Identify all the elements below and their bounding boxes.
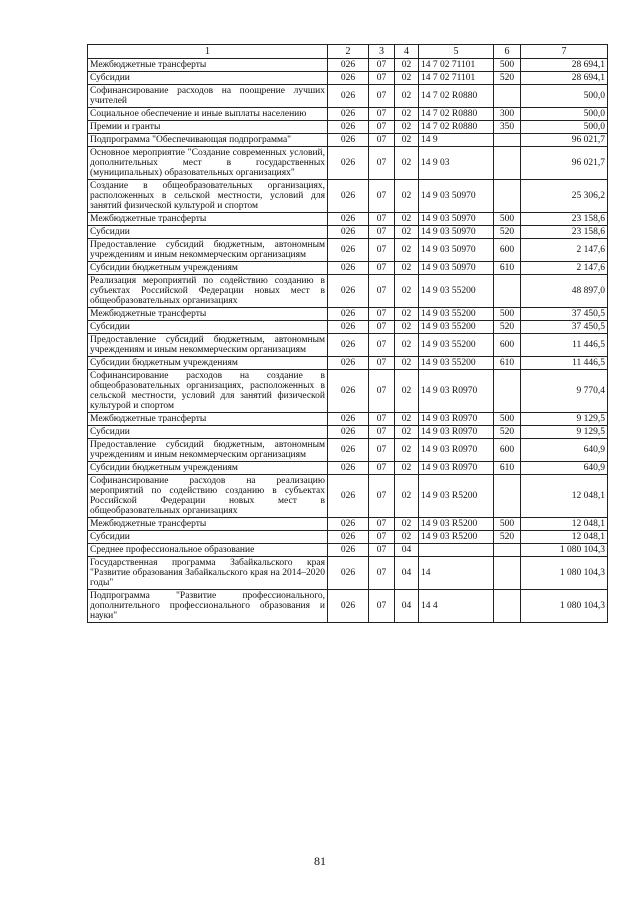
section-cell: 07 [369, 426, 395, 439]
subsection-cell: 02 [395, 426, 419, 439]
subsection-cell: 02 [395, 475, 419, 518]
header-cell: 2 [328, 45, 369, 59]
subsection-cell: 02 [395, 321, 419, 334]
target-article-cell: 14 9 03 50970 [419, 180, 494, 213]
expense-type-cell: 500 [494, 413, 521, 426]
budget-table [87, 44, 608, 623]
target-article-cell: 14 7 02 71101 [419, 72, 494, 85]
table-row [88, 439, 608, 462]
expense-type-cell: 500 [494, 213, 521, 226]
row-label-cell: Субсидии [88, 72, 328, 85]
amount-cell: 12 048,1 [521, 531, 608, 544]
subsection-cell: 02 [395, 239, 419, 262]
admin-code-cell: 026 [328, 308, 369, 321]
table-row [88, 239, 608, 262]
target-article-cell: 14 9 03 R0970 [419, 439, 494, 462]
admin-code-cell: 026 [328, 426, 369, 439]
admin-code-cell: 026 [328, 475, 369, 518]
row-label-cell: Среднее профессиональное образование [88, 544, 328, 557]
table-row [88, 72, 608, 85]
section-cell: 07 [369, 59, 395, 72]
admin-code-cell: 026 [328, 226, 369, 239]
row-label-cell: Субсидии бюджетным учреждениям [88, 262, 328, 275]
row-label-cell: Создание в общеобразовательных организациях, расположенных в сельской местности, условий для занятий физической культурой и спортом [88, 180, 328, 213]
section-cell: 07 [369, 321, 395, 334]
section-cell: 07 [369, 134, 395, 147]
section-cell: 07 [369, 370, 395, 413]
amount-cell: 48 897,0 [521, 275, 608, 308]
subsection-cell: 02 [395, 370, 419, 413]
expense-type-cell: 600 [494, 239, 521, 262]
amount-cell: 25 306,2 [521, 180, 608, 213]
admin-code-cell: 026 [328, 239, 369, 262]
row-label-cell: Софинансирование расходов на реализацию мероприятий по содействию созданию в субъектах Российской Федерации новых мест в общеобразовательных организациях [88, 475, 328, 518]
table-row [88, 213, 608, 226]
expense-type-cell: 610 [494, 262, 521, 275]
header-cell: 5 [419, 45, 494, 59]
row-label-cell: Основное мероприятие "Создание современных условий, дополнительных мест в государственных (муниципальных) образовательных организациях" [88, 147, 328, 180]
section-cell: 07 [369, 413, 395, 426]
expense-type-cell: 520 [494, 72, 521, 85]
subsection-cell: 02 [395, 108, 419, 121]
row-label-cell: Реализация мероприятий по содействию созданию в субъектах Российской Федерации новых мест в общеобразовательных организациях [88, 275, 328, 308]
row-label-cell: Софинансирование расходов на поощрение лучших учителей [88, 85, 328, 108]
subsection-cell: 02 [395, 462, 419, 475]
section-cell: 07 [369, 72, 395, 85]
row-label-cell: Межбюджетные трансферты [88, 308, 328, 321]
subsection-cell: 02 [395, 531, 419, 544]
admin-code-cell: 026 [328, 121, 369, 134]
table-row [88, 531, 608, 544]
table-row [88, 475, 608, 518]
target-article-cell: 14 9 03 R5200 [419, 475, 494, 518]
target-article-cell: 14 4 [419, 590, 494, 623]
admin-code-cell: 026 [328, 180, 369, 213]
expense-type-cell: 520 [494, 321, 521, 334]
expense-type-cell [494, 180, 521, 213]
row-label-cell: Межбюджетные трансферты [88, 213, 328, 226]
expense-type-cell [494, 590, 521, 623]
amount-cell: 28 694,1 [521, 72, 608, 85]
amount-cell: 1 080 104,3 [521, 557, 608, 590]
expense-type-cell: 500 [494, 59, 521, 72]
subsection-cell: 04 [395, 590, 419, 623]
row-label-cell: Премии и гранты [88, 121, 328, 134]
admin-code-cell: 026 [328, 275, 369, 308]
subsection-cell: 02 [395, 439, 419, 462]
admin-code-cell: 026 [328, 439, 369, 462]
target-article-cell: 14 9 03 R0970 [419, 370, 494, 413]
expense-type-cell: 610 [494, 357, 521, 370]
subsection-cell: 02 [395, 134, 419, 147]
table-row [88, 108, 608, 121]
target-article-cell: 14 9 03 50970 [419, 226, 494, 239]
row-label-cell: Подпрограмма "Обеспечивающая подпрограмма" [88, 134, 328, 147]
target-article-cell [419, 544, 494, 557]
amount-cell: 2 147,6 [521, 239, 608, 262]
amount-cell: 96 021,7 [521, 134, 608, 147]
expense-type-cell: 500 [494, 518, 521, 531]
target-article-cell: 14 [419, 557, 494, 590]
section-cell: 07 [369, 544, 395, 557]
table-row [88, 590, 608, 623]
subsection-cell: 02 [395, 147, 419, 180]
admin-code-cell: 026 [328, 72, 369, 85]
section-cell: 07 [369, 147, 395, 180]
header-cell: 7 [521, 45, 608, 59]
admin-code-cell: 026 [328, 59, 369, 72]
table-header-row [88, 45, 608, 59]
row-label-cell: Государственная программа Забайкальского края "Развитие образования Забайкальского края на 2014–2020 годы" [88, 557, 328, 590]
header-cell: 1 [88, 45, 328, 59]
table-row [88, 121, 608, 134]
expense-type-cell: 300 [494, 108, 521, 121]
amount-cell: 9 770,4 [521, 370, 608, 413]
target-article-cell: 14 9 03 R0970 [419, 462, 494, 475]
amount-cell: 500,0 [521, 121, 608, 134]
amount-cell: 11 446,5 [521, 334, 608, 357]
table-row [88, 518, 608, 531]
header-cell: 6 [494, 45, 521, 59]
target-article-cell: 14 9 03 55200 [419, 334, 494, 357]
amount-cell: 9 129,5 [521, 426, 608, 439]
subsection-cell: 02 [395, 59, 419, 72]
target-article-cell: 14 9 03 55200 [419, 308, 494, 321]
admin-code-cell: 026 [328, 590, 369, 623]
admin-code-cell: 026 [328, 85, 369, 108]
row-label-cell: Межбюджетные трансферты [88, 413, 328, 426]
section-cell: 07 [369, 590, 395, 623]
table-row [88, 557, 608, 590]
target-article-cell: 14 9 03 50970 [419, 239, 494, 262]
table-row [88, 334, 608, 357]
section-cell: 07 [369, 262, 395, 275]
admin-code-cell: 026 [328, 147, 369, 180]
row-label-cell: Межбюджетные трансферты [88, 59, 328, 72]
expense-type-cell: 520 [494, 426, 521, 439]
row-label-cell: Субсидии [88, 531, 328, 544]
admin-code-cell: 026 [328, 462, 369, 475]
table-row [88, 275, 608, 308]
section-cell: 07 [369, 275, 395, 308]
target-article-cell: 14 9 03 R5200 [419, 518, 494, 531]
table-row [88, 134, 608, 147]
target-article-cell: 14 9 03 R0970 [419, 426, 494, 439]
expense-type-cell: 520 [494, 226, 521, 239]
amount-cell: 12 048,1 [521, 518, 608, 531]
table-row [88, 426, 608, 439]
table-row [88, 226, 608, 239]
amount-cell: 11 446,5 [521, 357, 608, 370]
table-row [88, 59, 608, 72]
subsection-cell: 02 [395, 262, 419, 275]
subsection-cell: 02 [395, 85, 419, 108]
amount-cell: 23 158,6 [521, 213, 608, 226]
target-article-cell: 14 9 03 55200 [419, 357, 494, 370]
header-cell: 4 [395, 45, 419, 59]
row-label-cell: Субсидии [88, 426, 328, 439]
target-article-cell: 14 9 03 50970 [419, 262, 494, 275]
amount-cell: 640,9 [521, 462, 608, 475]
row-label-cell: Субсидии [88, 226, 328, 239]
target-article-cell: 14 9 03 R5200 [419, 531, 494, 544]
amount-cell: 1 080 104,3 [521, 590, 608, 623]
subsection-cell: 02 [395, 334, 419, 357]
section-cell: 07 [369, 518, 395, 531]
target-article-cell: 14 9 03 55200 [419, 321, 494, 334]
amount-cell: 37 450,5 [521, 308, 608, 321]
target-article-cell: 14 7 02 R0880 [419, 85, 494, 108]
table-row [88, 357, 608, 370]
admin-code-cell: 026 [328, 413, 369, 426]
amount-cell: 23 158,6 [521, 226, 608, 239]
subsection-cell: 02 [395, 121, 419, 134]
target-article-cell: 14 7 02 71101 [419, 59, 494, 72]
section-cell: 07 [369, 475, 395, 518]
expense-type-cell [494, 134, 521, 147]
row-label-cell: Субсидии бюджетным учреждениям [88, 462, 328, 475]
expense-type-cell [494, 370, 521, 413]
subsection-cell: 02 [395, 275, 419, 308]
subsection-cell: 02 [395, 213, 419, 226]
row-label-cell: Предоставление субсидий бюджетным, автономным учреждениям и иным некоммерческим организациям [88, 439, 328, 462]
target-article-cell: 14 9 03 R0970 [419, 413, 494, 426]
target-article-cell: 14 9 03 55200 [419, 275, 494, 308]
row-label-cell: Субсидии [88, 321, 328, 334]
subsection-cell: 02 [395, 413, 419, 426]
header-cell: 3 [369, 45, 395, 59]
admin-code-cell: 026 [328, 357, 369, 370]
admin-code-cell: 026 [328, 544, 369, 557]
subsection-cell: 04 [395, 544, 419, 557]
subsection-cell: 02 [395, 357, 419, 370]
table-row [88, 147, 608, 180]
admin-code-cell: 026 [328, 108, 369, 121]
section-cell: 07 [369, 557, 395, 590]
amount-cell: 12 048,1 [521, 475, 608, 518]
section-cell: 07 [369, 239, 395, 262]
page-number: 81 [314, 854, 326, 868]
admin-code-cell: 026 [328, 262, 369, 275]
section-cell: 07 [369, 226, 395, 239]
expense-type-cell: 600 [494, 334, 521, 357]
table-row [88, 321, 608, 334]
admin-code-cell: 026 [328, 213, 369, 226]
row-label-cell: Социальное обеспечение и иные выплаты населению [88, 108, 328, 121]
expense-type-cell [494, 557, 521, 590]
row-label-cell: Предоставление субсидий бюджетным, автономным учреждениям и иным некоммерческим организациям [88, 334, 328, 357]
admin-code-cell: 026 [328, 334, 369, 357]
target-article-cell: 14 7 02 R0880 [419, 121, 494, 134]
section-cell: 07 [369, 85, 395, 108]
section-cell: 07 [369, 439, 395, 462]
amount-cell: 28 694,1 [521, 59, 608, 72]
section-cell: 07 [369, 531, 395, 544]
expense-type-cell: 350 [494, 121, 521, 134]
expense-type-cell [494, 85, 521, 108]
admin-code-cell: 026 [328, 134, 369, 147]
amount-cell: 37 450,5 [521, 321, 608, 334]
expense-type-cell: 500 [494, 308, 521, 321]
subsection-cell: 02 [395, 180, 419, 213]
amount-cell: 96 021,7 [521, 147, 608, 180]
admin-code-cell: 026 [328, 518, 369, 531]
expense-type-cell [494, 475, 521, 518]
table-row [88, 262, 608, 275]
expense-type-cell: 610 [494, 462, 521, 475]
admin-code-cell: 026 [328, 370, 369, 413]
target-article-cell: 14 7 02 R0880 [419, 108, 494, 121]
section-cell: 07 [369, 180, 395, 213]
expense-type-cell [494, 147, 521, 180]
expense-type-cell [494, 275, 521, 308]
subsection-cell: 02 [395, 308, 419, 321]
row-label-cell: Предоставление субсидий бюджетным, автономным учреждениям и иным некоммерческим организациям [88, 239, 328, 262]
amount-cell: 1 080 104,3 [521, 544, 608, 557]
row-label-cell: Подпрограмма "Развитие профессионального, дополнительного профессионального образования и науки" [88, 590, 328, 623]
section-cell: 07 [369, 334, 395, 357]
subsection-cell: 02 [395, 226, 419, 239]
target-article-cell: 14 9 [419, 134, 494, 147]
subsection-cell: 04 [395, 557, 419, 590]
section-cell: 07 [369, 213, 395, 226]
section-cell: 07 [369, 357, 395, 370]
table-row [88, 308, 608, 321]
section-cell: 07 [369, 308, 395, 321]
table-row [88, 370, 608, 413]
expense-type-cell: 600 [494, 439, 521, 462]
target-article-cell: 14 9 03 50970 [419, 213, 494, 226]
admin-code-cell: 026 [328, 321, 369, 334]
target-article-cell: 14 9 03 [419, 147, 494, 180]
table-row [88, 85, 608, 108]
admin-code-cell: 026 [328, 531, 369, 544]
table-row [88, 413, 608, 426]
amount-cell: 500,0 [521, 85, 608, 108]
table-row [88, 462, 608, 475]
row-label-cell: Софинансирование расходов на создание в общеобразовательных организациях, расположенных в сельской местности, условий для занятий физической культурой и спортом [88, 370, 328, 413]
admin-code-cell: 026 [328, 557, 369, 590]
expense-type-cell: 520 [494, 531, 521, 544]
table-row [88, 544, 608, 557]
row-label-cell: Межбюджетные трансферты [88, 518, 328, 531]
table-row [88, 180, 608, 213]
amount-cell: 500,0 [521, 108, 608, 121]
amount-cell: 640,9 [521, 439, 608, 462]
section-cell: 07 [369, 108, 395, 121]
amount-cell: 9 129,5 [521, 413, 608, 426]
subsection-cell: 02 [395, 72, 419, 85]
expense-type-cell [494, 544, 521, 557]
section-cell: 07 [369, 462, 395, 475]
section-cell: 07 [369, 121, 395, 134]
subsection-cell: 02 [395, 518, 419, 531]
row-label-cell: Субсидии бюджетным учреждениям [88, 357, 328, 370]
amount-cell: 2 147,6 [521, 262, 608, 275]
budget-table-page [87, 44, 607, 623]
